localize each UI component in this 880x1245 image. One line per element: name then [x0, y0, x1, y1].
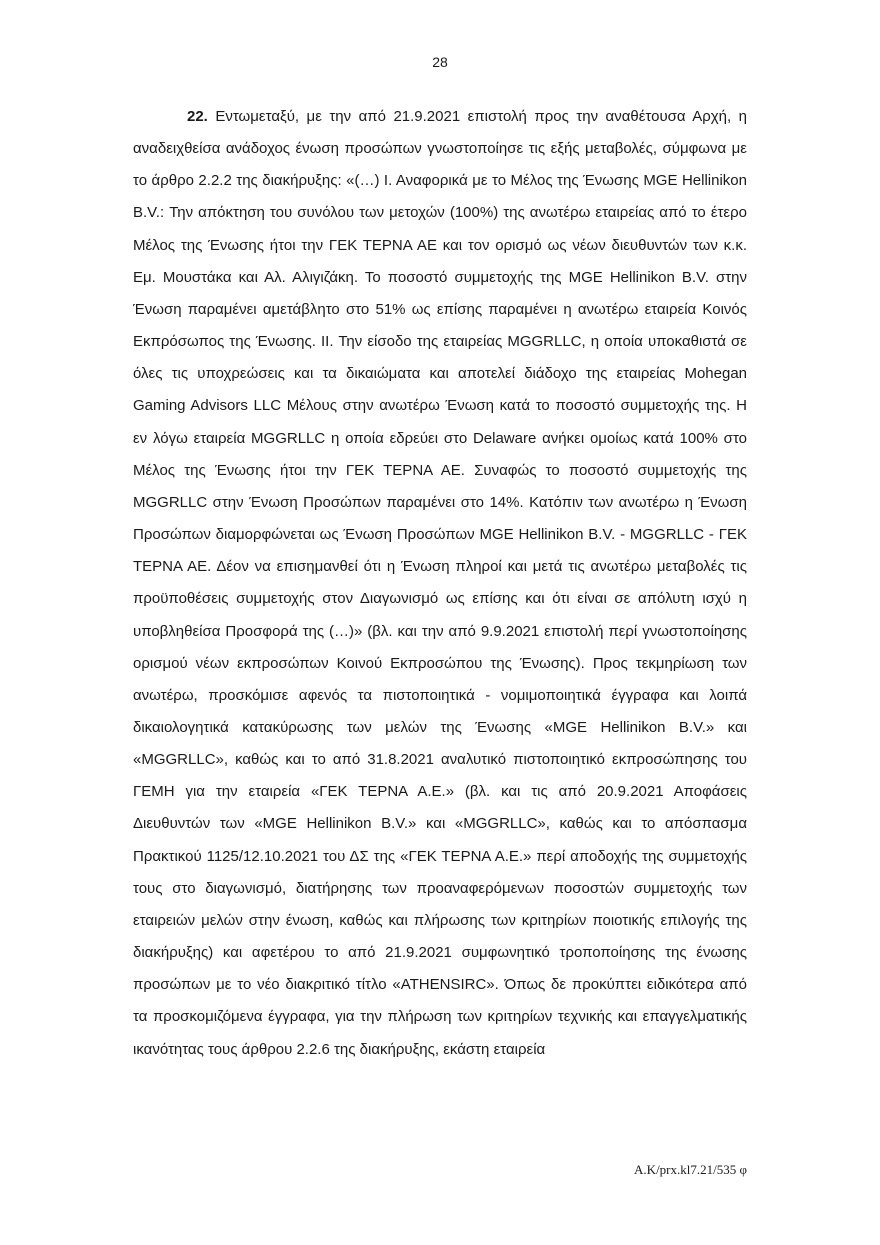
- paragraph-22: [133, 101, 747, 1066]
- footer-reference: Α.Κ/prx.kl7.21/535 φ: [634, 1162, 747, 1177]
- paragraph-text: Εντωμεταξύ, με την από 21.9.2021 επιστολή προς την αναθέτουσα Αρχή, η αναδειχθείσα ανάδοχος ένωση προσώπων γνωστοποίησε τις εξής μεταβολές, σύμφωνα με το άρθρο 2.2.2 της διακήρυξης: «(…) Ι. Αναφορικά με το Μέλος της Ένωσης MGE Hellinikon B.V.: Την απόκτηση του συνόλου των μετοχών (100%) της ανωτέρω εταιρείας από το έτερο Μέλος της Ένωσης ήτοι την ΓΕΚ ΤΕΡΝΑ ΑΕ και τον ορισμό ως νέων διευθυντών των κ.κ. Εμ. Μουστάκα και Αλ. Αλιγιζάκη. Το ποσοστό συμμετοχής της MGE Hellinikon B.V. στην Ένωση παραμένει αμετάβλητο στο 51% ως επίσης παραμένει η ανωτέρω εταιρεία Κοινός Εκπρόσωπος της Ένωσης. ΙΙ. Την είσοδο της εταιρείας MGGRLLC, η οποία υποκαθιστά σε όλες τις υποχρεώσεις και τα δικαιώματα και αποτελεί διάδοχο της εταιρείας Mohegan Gaming Advisors LLC Μέλους στην ανωτέρω Ένωση κατά το ποσοστό συμμετοχής της. Η εν λόγω εταιρεία MGGRLLC η οποία εδρεύει στο Delaware ανήκει ομοίως κατά 100% στο Μέλος της Ένωσης ήτοι την ΓΕΚ ΤΕΡΝΑ ΑΕ. Συναφώς το ποσοστό συμμετοχής της MGGRLLC στην Ένωση Προσώπων παραμένει στο 14%. Κατόπιν των ανωτέρω η Ένωση Προσώπων διαμορφώνεται ως Ένωση Προσώπων MGE Hellinikon B.V. - MGGRLLC - ΓΕΚ ΤΕΡΝΑ ΑΕ. Δέον να επισημανθεί ότι η Ένωση πληροί και μετά τις ανωτέρω μεταβολές τις προϋποθέσεις συμμετοχής στον Διαγωνισμό ως επίσης και ότι είναι σε απόλυτη ισχύ η υποβληθείσα Προσφορά της (…)» (βλ. και την από 9.9.2021 επιστολή περί γνωστοποίησης ορισμού νέων εκπροσώπων Κοινού Εκπροσώπου της Ένωσης). Προς τεκμηρίωση των ανωτέρω, προσκόμισε αφενός τα πιστοποιητικά - νομιμοποιητικά έγγραφα και λοιπά δικαιολογητικά κατακύρωσης των μελών της Ένωσης «MGE Hellinikon B.V.» και «MGGRLLC», καθώς και το από 31.8.2021 αναλυτικό πιστοποιητικό εκπροσώπησης του ΓΕΜΗ για την εταιρεία «ΓΕΚ ΤΕΡΝΑ Α.Ε.» (βλ. και τις από 20.9.2021 Αποφάσεις Διευθυντών των «MGE Hellinikon B.V.» και «MGGRLLC», καθώς και το απόσπασμα Πρακτικού 1125/12.10.2021 του ΔΣ της «ΓΕΚ ΤΕΡΝΑ Α.Ε.» περί αποδοχής της συμμετοχής τους στο διαγωνισμό, διατήρησης των προαναφερόμενων ποσοστών συμμετοχής των εταιρειών μελών στην ένωση, καθώς και πλήρωσης των κριτηρίων ποιοτικής επιλογής της διακήρυξης) και αφετέρου το από 21.9.2021 συμφωνητικό τροποποίησης της ένωσης προσώπων με το νέο διακριτικό τίτλο «ATHENSIRC». Όπως δε προκύπτει ειδικότερα από τα προσκομιζόμενα έγγραφα, για την πλήρωση των κριτηρίων τεχνικής και επαγγελματικής ικανότητας τους άρθρου 2.2.6 της διακήρυξης, εκάστη εταιρεία: [133, 108, 747, 1058]
- paragraph-number: 22.: [187, 108, 208, 125]
- page-number: 28: [432, 54, 448, 70]
